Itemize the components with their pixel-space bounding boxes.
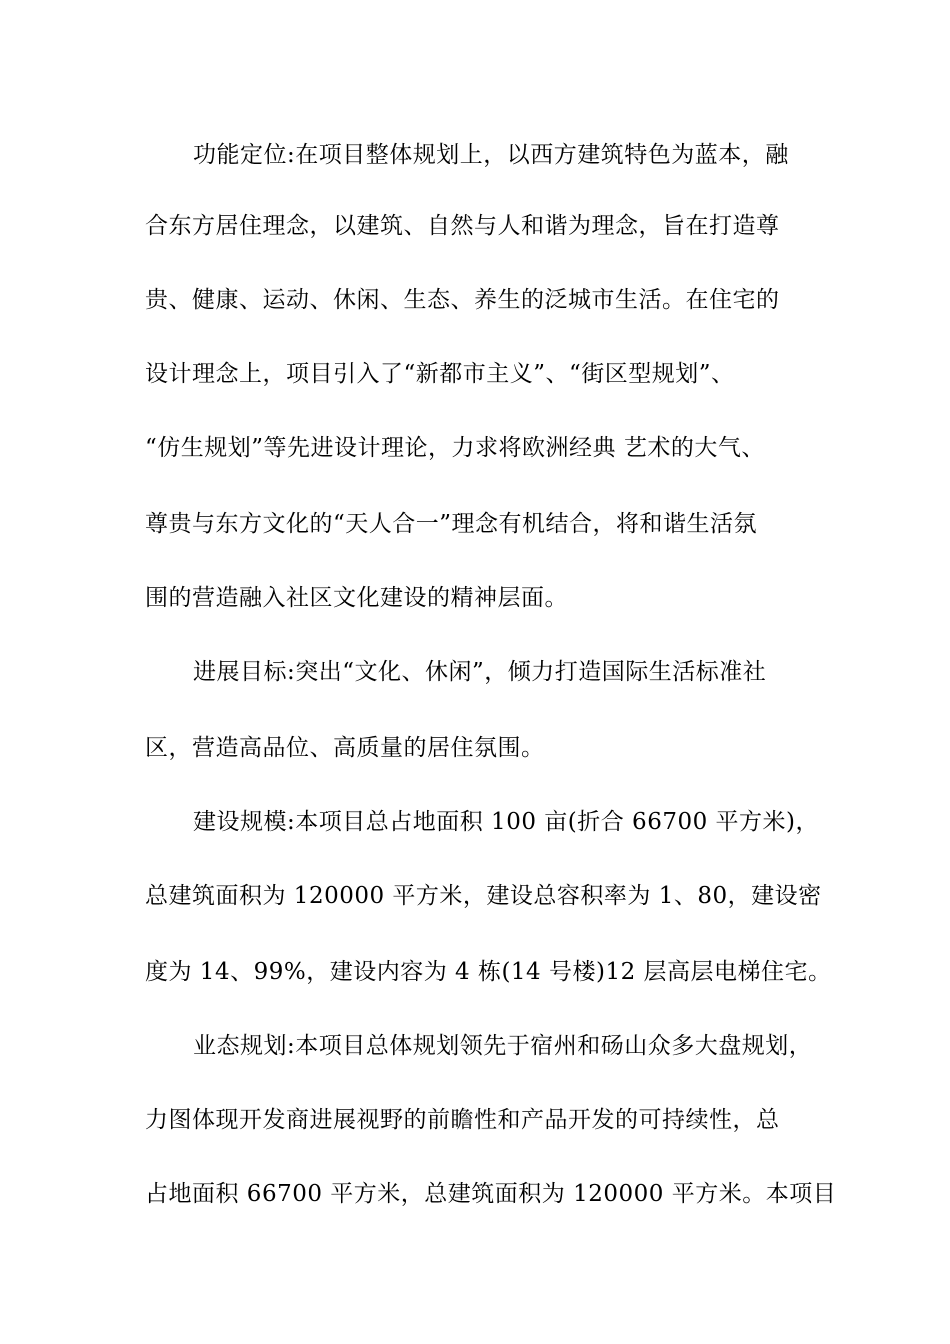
- paragraph-line: 业态规划:本项目总体规划领先于宿州和砀山众多大盘规划，: [193, 1033, 813, 1059]
- paragraph-line: 占地面积 66700 平方米，总建筑面积为 120000 平方米。本项目: [145, 1181, 837, 1207]
- paragraph-line: 建设规模:本项目总占地面积 100 亩(折合 66700 平方米)，: [193, 809, 820, 835]
- paragraph-line: “仿生规划”等先进设计理论，力求将欧洲经典 艺术的大气、: [145, 435, 765, 461]
- paragraph-line: 设计理念上，项目引入了“新都市主义”、“街区型规划”、: [145, 361, 735, 387]
- paragraph-line: 合东方居住理念，以建筑、自然与人和谐为理念，旨在打造尊: [145, 213, 780, 239]
- paragraph-line: 总建筑面积为 120000 平方米，建设总容积率为 1、80，建设密: [145, 883, 822, 909]
- paragraph-line: 度为 14、99%，建设内容为 4 栋(14 号楼)12 层高层电梯住宅。: [145, 959, 832, 985]
- paragraph-line: 尊贵与东方文化的“天人合一”理念有机结合，将和谐生活氛: [145, 511, 758, 537]
- paragraph-line: 区，营造高品位、高质量的居住氛围。: [145, 735, 545, 761]
- paragraph-line: 力图体现开发商进展视野的前瞻性和产品开发的可持续性，总: [145, 1107, 780, 1133]
- paragraph-line: 进展目标:突出“文化、休闲”，倾力打造国际生活标准社: [193, 659, 767, 685]
- paragraph-line: 围的营造融入社区文化建设的精神层面。: [145, 585, 568, 611]
- paragraph-line: 功能定位:在项目整体规划上，以西方建筑特色为蓝本，融: [193, 142, 789, 168]
- paragraph-line: 贵、健康、运动、休闲、生态、养生的泛城市生活。在住宅的: [145, 287, 780, 313]
